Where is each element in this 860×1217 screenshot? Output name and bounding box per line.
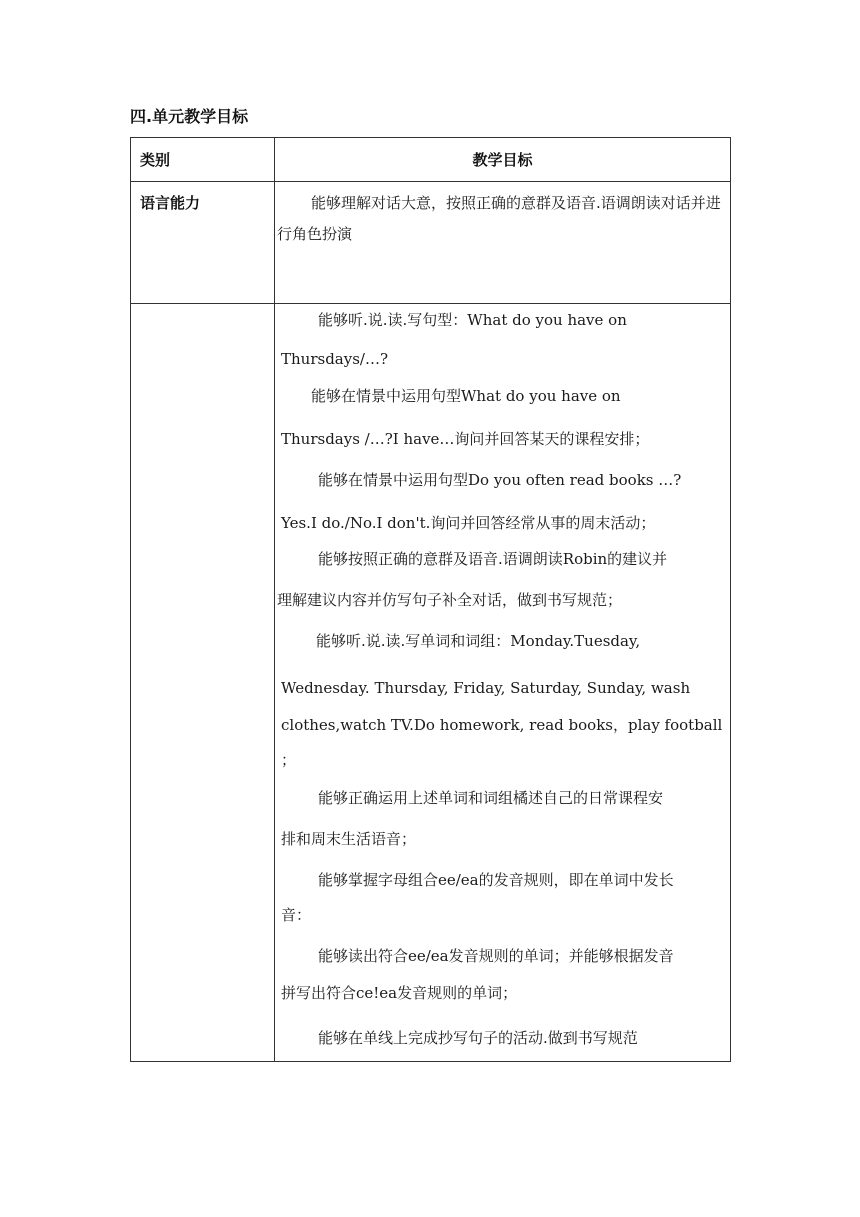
section-title: 四.单元教学目标 bbox=[130, 107, 249, 126]
header-cell-goals bbox=[275, 138, 731, 182]
goal-line: 能够正确运用上述单词和词组橘述自己的日常课程安 bbox=[318, 789, 664, 807]
goal-line: 排和周末生活语音； bbox=[281, 830, 417, 848]
header-category-label: 类别 bbox=[140, 151, 171, 169]
goal-line: 能够读出符合ee/ea发音规则的单词；并能够根据发音 bbox=[318, 947, 674, 965]
goal-line: 能够在情景中运用句型Do you often read books …? bbox=[318, 471, 682, 489]
header-cell-category bbox=[131, 138, 275, 182]
goal-line: Yes.I do./No.I don't.询问并回答经常从事的周末活动； bbox=[281, 514, 656, 532]
header-goals-label: 教学目标 bbox=[472, 151, 533, 169]
goal-line: Wednesday. Thursday, Friday, Saturday, Sunday, wash bbox=[281, 679, 691, 697]
goal-line: 能够听.说.读.写句型：What do you have on bbox=[318, 311, 627, 329]
goal-text: 能够理解对话大意，按照正确的意群及语音.语调朗读对话并进行角色扮演 bbox=[277, 194, 721, 243]
table-header-row bbox=[131, 138, 731, 182]
goal-line: Thursdays/…? bbox=[281, 350, 389, 368]
category-cell bbox=[131, 182, 275, 304]
table-row bbox=[131, 304, 731, 1062]
goal-line: ； bbox=[281, 751, 297, 769]
goal-line: 能够在单线上完成抄写句子的活动.做到书写规范 bbox=[318, 1029, 638, 1047]
goal-line: 能够听.说.读.写单词和词组：Monday.Tuesday, bbox=[316, 632, 641, 650]
goal-cell bbox=[275, 182, 731, 304]
goal-line: 能够按照正确的意群及语音.语调朗读Robin的建议并 bbox=[318, 550, 668, 568]
goal-line: Thursdays /…?I have…询问并回答某天的课程安排； bbox=[281, 430, 650, 448]
table-row bbox=[131, 182, 731, 304]
category-cell-empty bbox=[131, 304, 275, 1062]
goal-line: 拼写出符合ce!ea发音规则的单词； bbox=[281, 984, 518, 1002]
goal-line: 能够掌握字母组合ee/ea的发音规则，即在单词中发长 bbox=[318, 871, 674, 889]
goal-line: clothes,watch TV.Do homework, read books，play football bbox=[281, 716, 723, 734]
goal-line: 能够在情景中运用句型What do you have on bbox=[311, 387, 621, 405]
teaching-goals-table bbox=[130, 137, 731, 1062]
goal-line: 音： bbox=[281, 906, 312, 924]
goal-line: 理解建议内容并仿写句子补全对话，做到书写规范； bbox=[277, 591, 623, 609]
goal-cell bbox=[275, 304, 731, 1062]
category-label: 语言能力 bbox=[140, 194, 201, 212]
